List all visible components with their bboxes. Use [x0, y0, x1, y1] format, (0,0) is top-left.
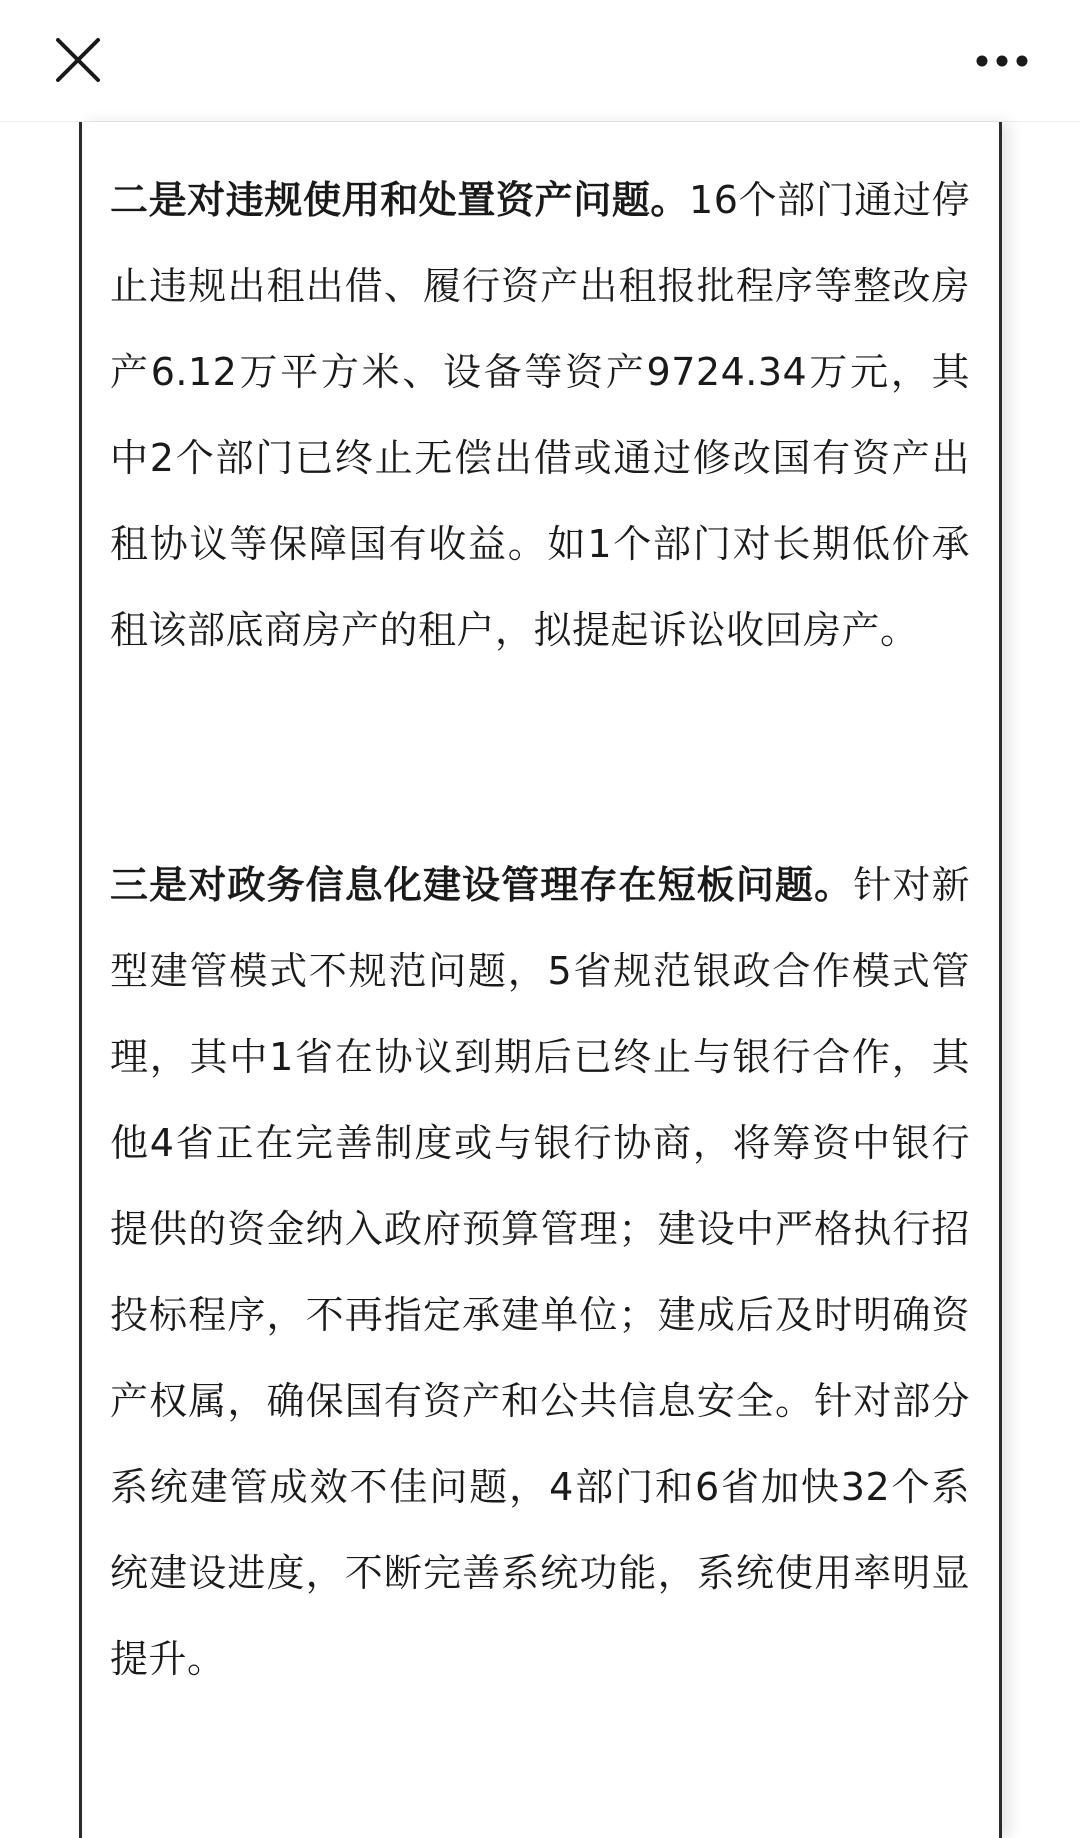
article-paragraph-2	[110, 842, 970, 1702]
more-horizontal-icon	[970, 36, 1060, 86]
article-paragraph-1	[110, 157, 970, 673]
more-options-button[interactable]	[970, 36, 1060, 86]
close-icon	[48, 30, 108, 90]
paragraph-2-lead: 三是对政务信息化建设管理存在短板问题。	[110, 863, 854, 907]
paragraph-1-body: 16个部门通过停止违规出租出借、履行资产出租报批程序等整改房产6.12万平方米、设备等资产9724.34万元，其中2个部门已终止无偿出借或通过修改国有资产出租协议等保障国有收益。如1个部门对长期低价承租该部底商房产的租户，拟提起诉讼收回房产。	[110, 178, 970, 652]
top-bar	[0, 0, 1080, 122]
paragraph-2-body: 针对新型建管模式不规范问题，5省规范银政合作模式管理，其中1省在协议到期后已终止与银行合作，其他4省正在完善制度或与银行协商，将筹资中银行提供的资金纳入政府预算管理；建设中严格执行招投标程序，不再指定承建单位；建成后及时明确资产权属，确保国有资产和公共信息安全。针对部分系统建管成效不佳问题，4部门和6省加快32个系统建设进度，不断完善系统功能，系统使用率明显提升。	[110, 863, 970, 1681]
article-content	[0, 122, 1080, 1838]
close-button[interactable]	[48, 30, 108, 90]
paragraph-1-lead: 二是对违规使用和处置资产问题。	[110, 178, 690, 222]
